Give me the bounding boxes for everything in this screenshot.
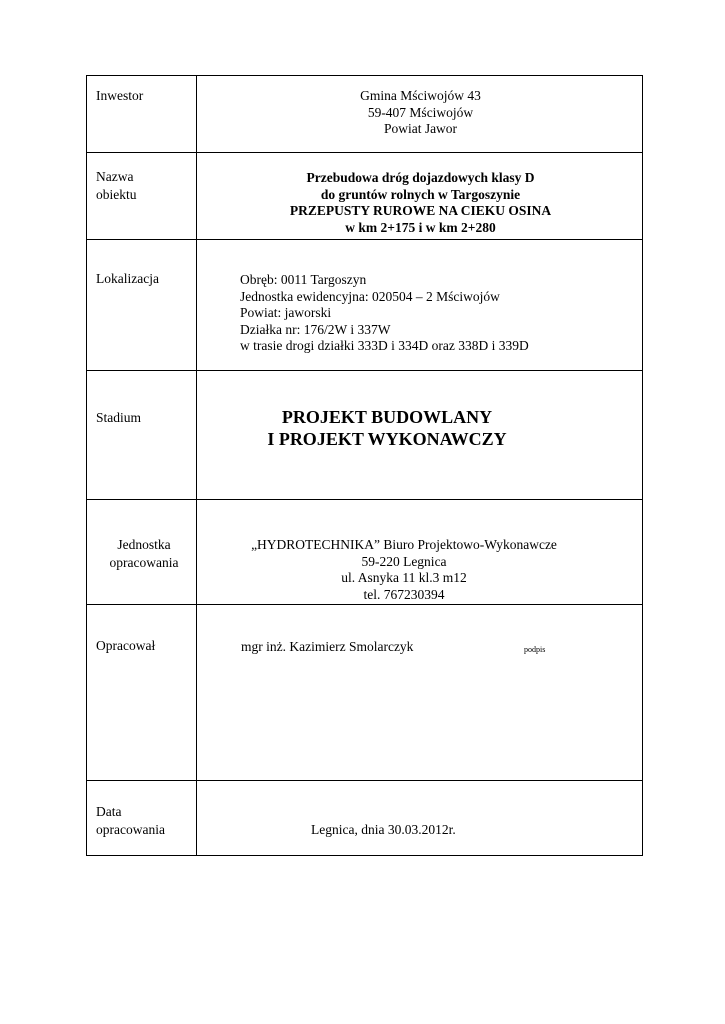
object-line-3: PRZEPUSTY RUROWE NA CIEKU OSINA	[289, 203, 552, 218]
location-value	[240, 272, 529, 355]
row-stage	[87, 371, 642, 500]
object-name-value	[197, 170, 644, 236]
row-investor	[87, 76, 642, 153]
object-line-1: Przebudowa dróg dojazdowych klasy D	[306, 170, 535, 185]
unit-value	[219, 537, 589, 603]
location-line-1: Obręb: 0011 Targoszyn	[240, 272, 367, 287]
location-line-3: Powiat: jaworski	[240, 305, 332, 320]
object-line-4: w km 2+175 i w km 2+280	[345, 219, 496, 235]
stage-line-1: PROJEKT BUDOWLANY	[281, 407, 493, 427]
unit-line-1: „HYDROTECHNIKA” Biuro Projektowo-Wykonawcze	[251, 537, 557, 552]
location-line-4: Działka nr: 176/2W i 337W	[240, 321, 391, 337]
date-label-line-1: Data	[96, 804, 122, 819]
title-sheet-table	[86, 75, 643, 856]
location-line-2: Jednostka ewidencyjna: 020504 – 2 Mściwojów	[240, 288, 500, 304]
location-line-5: w trasie drogi działki 333D i 334D oraz 338D i 339D	[240, 338, 529, 353]
stage-label: Stadium	[96, 410, 142, 425]
row-object-name	[87, 153, 642, 240]
stage-value	[197, 406, 577, 450]
date-label-line-2: opracowania	[96, 822, 165, 837]
row-date	[87, 781, 642, 857]
stage-line-2: I PROJEKT WYKONAWCZY	[267, 429, 507, 449]
object-label-line-2: obiektu	[96, 187, 137, 202]
unit-line-2: 59-220 Legnica	[361, 553, 447, 569]
unit-label-line-1: Jednostka	[117, 537, 171, 552]
unit-label-line-2: opracowania	[109, 555, 179, 570]
row-unit	[87, 500, 642, 605]
unit-label	[99, 536, 189, 572]
investor-line-1: Gmina Mściwojów 43	[360, 88, 481, 103]
date-label	[96, 803, 165, 839]
author-name: mgr inż. Kazimierz Smolarczyk	[241, 639, 414, 654]
object-name-label	[96, 168, 137, 204]
unit-line-4: tel. 767230394	[363, 586, 445, 602]
object-label-line-1: Nazwa	[96, 169, 134, 184]
row-location	[87, 240, 642, 371]
author-label: Opracował	[96, 638, 156, 653]
date-value: Legnica, dnia 30.03.2012r.	[311, 822, 456, 837]
unit-line-3: ul. Asnyka 11 kl.3 m12	[341, 570, 467, 585]
location-label: Lokalizacja	[96, 271, 159, 286]
signature-label: podpis	[524, 645, 546, 654]
object-line-2: do gruntów rolnych w Targoszynie	[320, 186, 521, 202]
investor-line-2: 59-407 Mściwojów	[367, 104, 474, 120]
investor-label: Inwestor	[96, 88, 144, 103]
investor-value	[197, 88, 644, 138]
row-author	[87, 605, 642, 781]
investor-line-3: Powiat Jawor	[383, 121, 458, 136]
